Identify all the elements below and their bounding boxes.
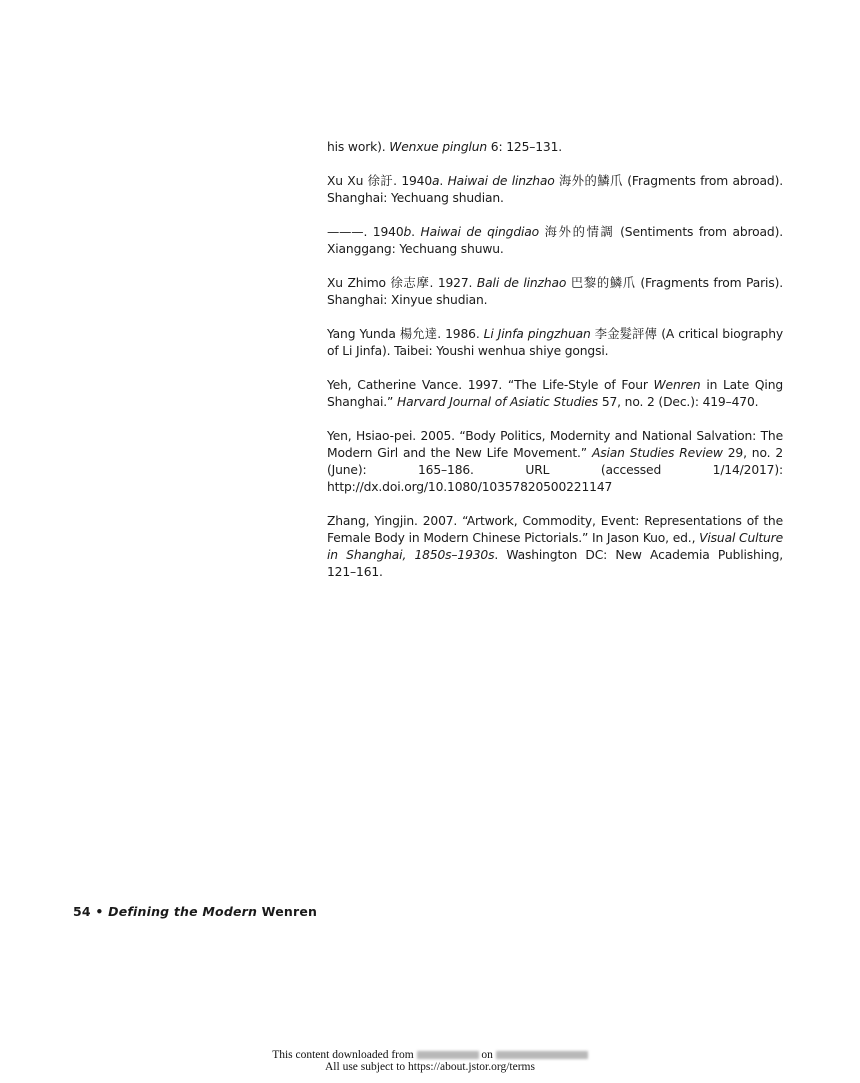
page-number: 54	[73, 904, 91, 919]
terms-line: All use subject to https://about.jstor.org/terms	[325, 1061, 535, 1073]
entry-text: Xu Zhimo 徐志摩. 1927.	[327, 276, 477, 290]
jstor-notice	[0, 1049, 860, 1073]
entry-italic-text: Harvard Journal of Asiatic Studies	[397, 395, 599, 409]
bibliography-entry	[327, 173, 783, 207]
entry-text: 巴黎的鱗爪 (Fragments from Paris). Shanghai: Xinyue shudian.	[327, 276, 783, 307]
entry-text: Yang Yunda 楊允達. 1986.	[327, 327, 484, 341]
entry-italic-text: Visual Culture in Shanghai, 1850s–1930s	[327, 531, 784, 562]
entry-text: Zhang, Yingjin. 2007. “Artwork, Commodity, Event: Representations of the Female Body in Modern Chinese Pictorials.” In Jason Kuo, ed.,	[327, 514, 783, 545]
entry-text: Xu Xu 徐訏. 1940	[327, 174, 433, 188]
entry-text: 海外的情調 (Sentiments from abroad). Xianggang: Yechuang shuwu.	[327, 225, 783, 256]
download-text: This content downloaded from	[272, 1049, 414, 1061]
bibliography-entry	[327, 326, 783, 360]
bibliography-entry	[327, 428, 783, 496]
entry-italic-text: a	[432, 174, 440, 188]
book-title-italic: Defining the Modern	[108, 904, 258, 919]
entry-text: in Late Qing Shanghai.”	[327, 378, 783, 409]
entry-text: Yen, Hsiao-pei. 2005. “Body Politics, Modernity and National Salvation: The Modern Girl and the New Life Movement.”	[327, 429, 783, 460]
entry-italic-text: Asian Studies Review	[591, 446, 723, 460]
download-line	[0, 1049, 860, 1061]
redacted-timestamp	[496, 1051, 588, 1059]
entry-italic-text: Haiwai de qingdiao	[420, 225, 539, 239]
bibliography-entry	[327, 377, 783, 411]
entry-text: 海外的鱗爪 (Fragments from abroad). Shanghai: Yechuang shudian.	[327, 174, 783, 205]
entry-text: .	[439, 174, 448, 188]
bibliography-entry	[327, 275, 783, 309]
entry-italic-text: Bali de linzhao	[476, 276, 567, 290]
entry-text: Yeh, Catherine Vance. 1997. “The Life-Style of Four	[327, 378, 654, 392]
entry-text: . Washington DC: New Academia Publishing, 121–161.	[327, 548, 783, 579]
running-footer	[73, 904, 317, 919]
entry-text: .	[411, 225, 421, 239]
entry-italic-text: b	[403, 225, 412, 239]
bibliography-list	[327, 139, 783, 598]
bibliography-entry	[327, 139, 783, 156]
on-text: on	[481, 1049, 493, 1061]
entry-italic-text: Haiwai de linzhao	[447, 174, 555, 188]
entry-text: 李金髮評傳 (A critical biography of Li Jinfa). Taibei: Youshi wenhua shiye gongsi.	[327, 327, 783, 358]
bibliography-entry	[327, 513, 783, 581]
redacted-ip	[417, 1051, 479, 1059]
book-title-wenren: Wenren	[261, 904, 318, 919]
footer-bullet: •	[95, 904, 104, 919]
entry-text: ———. 1940	[327, 225, 404, 239]
bibliography-entry	[327, 224, 783, 258]
entry-text: his work).	[327, 140, 390, 154]
entry-italic-text: Li Jinfa pingzhuan	[483, 327, 591, 341]
entry-text: 29, no. 2 (June): 165–186. URL (accessed 1/14/2017): http://dx.doi.org/10.1080/10357820500221147	[327, 446, 783, 494]
entry-italic-text: Wenren	[653, 378, 701, 392]
entry-text: 6: 125–131.	[487, 140, 563, 154]
entry-italic-text: Wenxue pinglun	[389, 140, 488, 154]
entry-text: 57, no. 2 (Dec.): 419–470.	[598, 395, 759, 409]
